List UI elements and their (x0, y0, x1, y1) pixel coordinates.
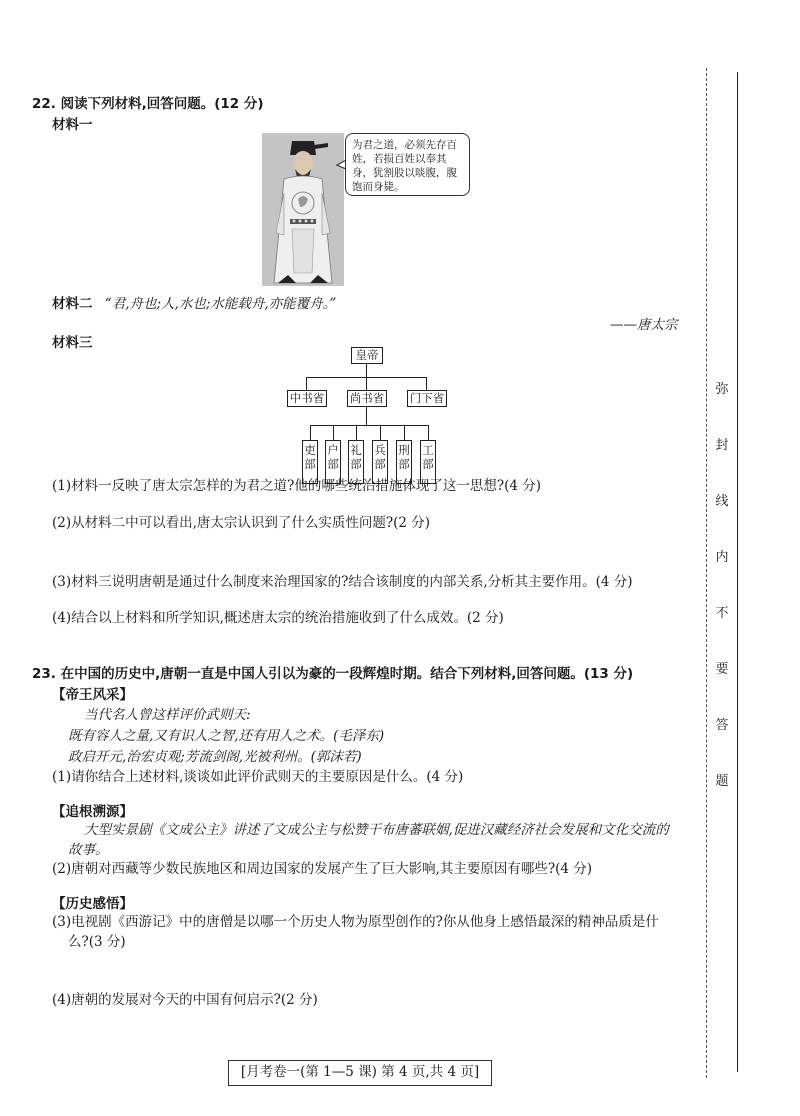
seal-char: 弥 (715, 382, 729, 397)
chart-box-zhongshu: 中书省 (287, 390, 327, 407)
q22-question-3: (3)材料三说明唐朝是通过什么制度来治理国家的?结合该制度的内部关系,分析其主要作用。(4 分) (52, 574, 633, 590)
q22-question-2: (2)从材料二中可以看出,唐太宗认识到了什么实质性问题?(2 分) (52, 515, 431, 531)
emperor-line-2: 既有容人之量,又有识人之智,还有用人之术。(毛泽东) (68, 728, 385, 744)
q23-question-3-line-2: 么?(3 分) (68, 934, 126, 950)
material-2-source: ——唐太宗 (610, 317, 678, 333)
section-heading-origin: 【追根溯源】 (52, 804, 133, 820)
material-2-label: 材料二 (52, 296, 93, 312)
chart-box-hubu: 户部 (325, 440, 341, 484)
chart-box-libu-rites: 礼部 (348, 440, 364, 484)
material-2-quote: “君,舟也;人,水也;水能载舟,亦能覆舟。” (104, 296, 337, 312)
speech-bubble: 为君之道，必须先存百姓，若损百姓以奉其身，犹割股以啖腹，腹饱而身毙。 (345, 133, 470, 196)
q22-question-4: (4)结合以上材料和所学知识,概述唐太宗的统治措施收到了什么成效。(2 分) (52, 610, 504, 626)
q22-title: 22. 阅读下列材料,回答问题。(12 分) (32, 96, 264, 112)
chart-box-gongbu: 工部 (420, 440, 436, 484)
material-2-row (52, 292, 336, 312)
chart-box-menxia: 门下省 (407, 390, 447, 407)
tang-taizong-portrait (262, 133, 344, 286)
solid-binding-line (737, 72, 738, 1072)
q23-question-4: (4)唐朝的发展对今天的中国有何启示?(2 分) (52, 992, 318, 1008)
seal-char: 要 (715, 662, 729, 677)
q23-title: 23. 在中国的历史中,唐朝一直是中国人引以为豪的一段辉煌时期。结合下列材料,回答问题。(13 分) (32, 666, 634, 682)
dashed-binding-line (706, 68, 707, 1078)
origin-line-1: 大型实景剧《文成公主》讲述了文成公主与松赞干布唐蕃联姻,促进汉藏经济社会发展和文化交流的 (84, 822, 669, 838)
q23-question-1: (1)请你结合上述材料,谈谈如此评价武则天的主要原因是什么。(4 分) (52, 769, 464, 785)
page-footer: [月考卷一(第 1—5 课) 第 4 页,共 4 页] (228, 1060, 492, 1086)
chart-box-shangshu: 尚书省 (347, 390, 387, 407)
seal-char: 答 (715, 718, 729, 733)
seal-char: 内 (715, 550, 729, 565)
q22-question-1: (1)材料一反映了唐太宗怎样的为君之道?他的哪些统治措施体现了这一思想?(4 分) (52, 478, 542, 494)
section-heading-emperor: 【帝王风采】 (52, 687, 133, 703)
q23-question-2: (2)唐朝对西藏等少数民族地区和周边国家的发展产生了巨大影响,其主要原因有哪些?(4 分) (52, 861, 593, 877)
chart-box-libu-personnel: 吏部 (302, 440, 318, 484)
chart-box-xingbu: 刑部 (396, 440, 412, 484)
seal-char: 题 (715, 774, 729, 789)
seal-char: 线 (715, 494, 729, 509)
emperor-line-3: 政启开元,治宏贞观;芳流剑阁,光被利州。(郭沫若) (68, 749, 362, 765)
q23-question-3-line-1: (3)电视剧《西游记》中的唐僧是以哪一个历史人物为原型创作的?你从他身上感悟最深的精神品质是什 (52, 914, 659, 930)
section-heading-reflection: 【历史感悟】 (52, 896, 133, 912)
origin-line-2: 故事。 (68, 842, 109, 858)
material-1-label: 材料一 (52, 117, 93, 133)
seal-char: 封 (715, 438, 729, 453)
seal-char: 不 (715, 606, 729, 621)
chart-box-emperor: 皇帝 (351, 347, 383, 364)
chart-box-bingbu: 兵部 (372, 440, 388, 484)
emperor-line-1: 当代名人曾这样评价武则天: (84, 707, 251, 723)
material-3-label: 材料三 (52, 335, 93, 351)
